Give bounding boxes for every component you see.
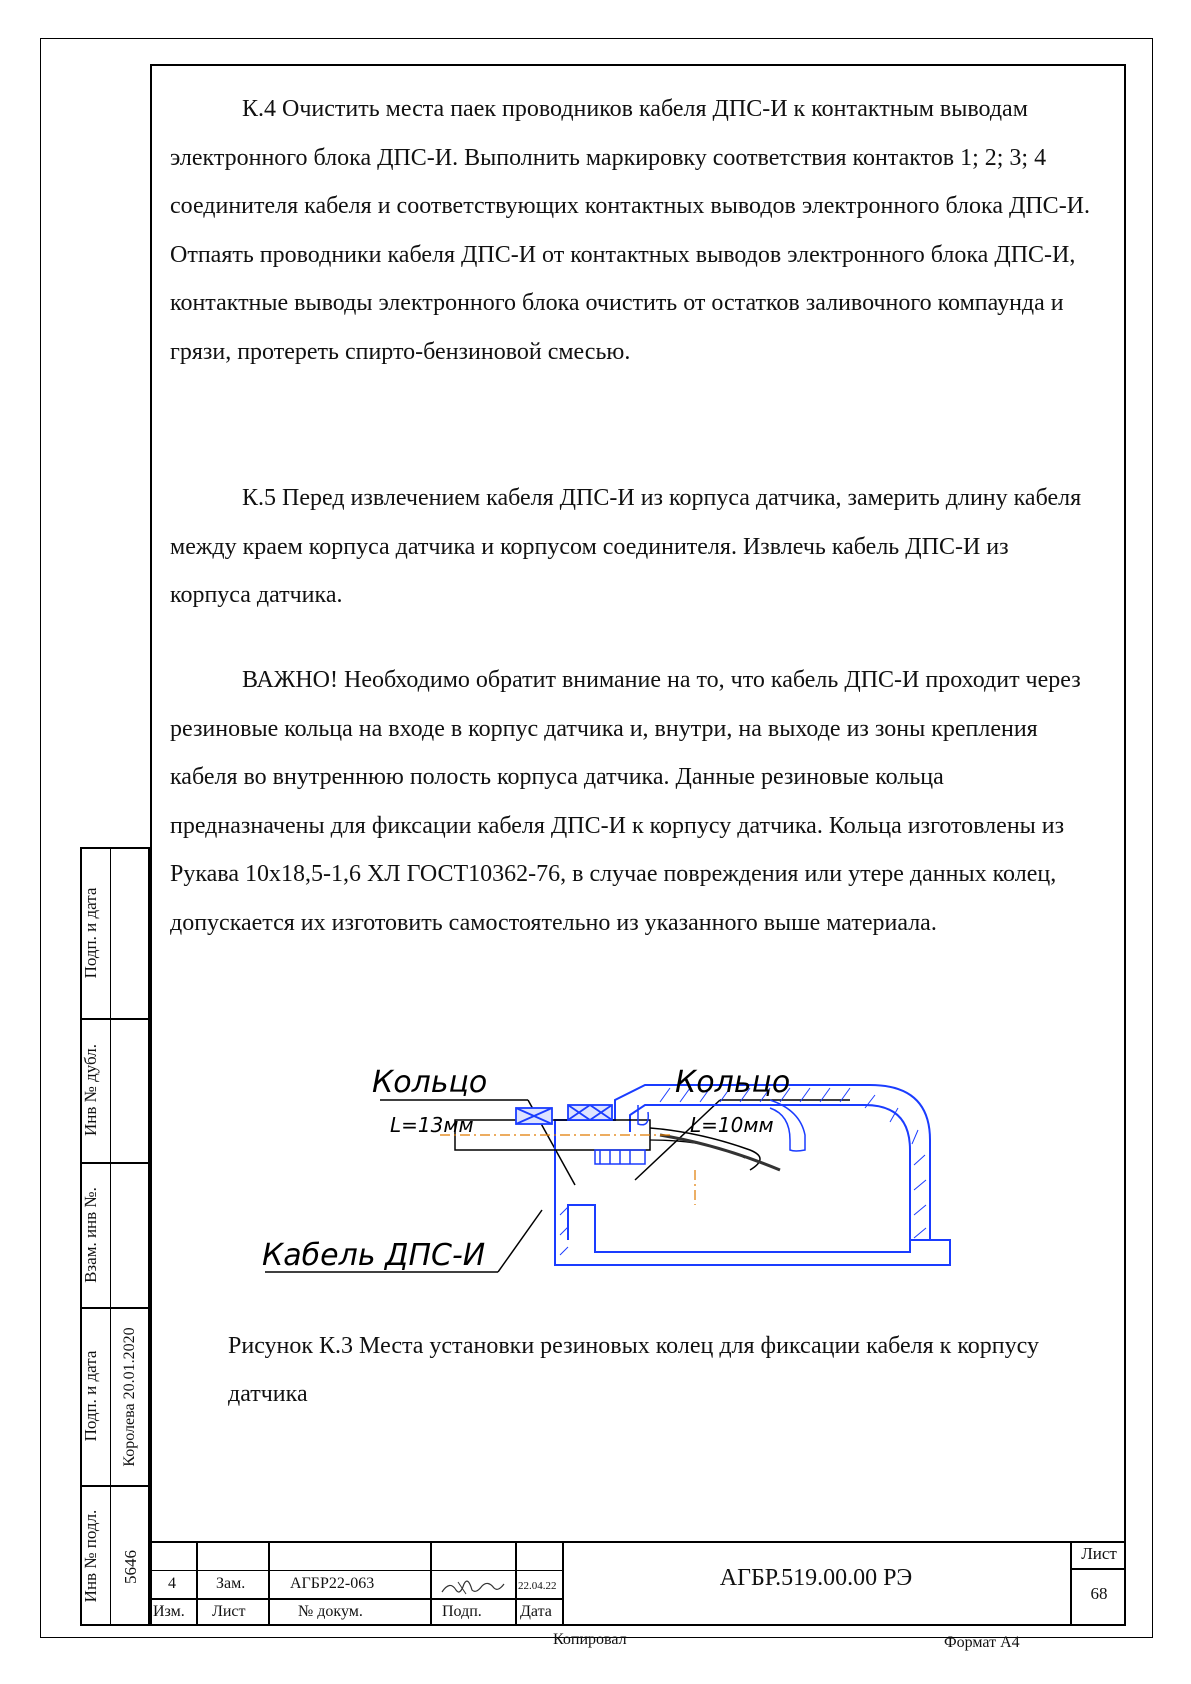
paragraph-k5-text: К.5 Перед извлечением кабеля ДПС-И из корпуса датчика, замерить длину кабеля между краем корпуса датчика и корпусом соединителя. Извлечь кабель ДПС-И из корпуса датчика. xyxy=(170,485,1082,608)
tb-doc-value: АГБР22-063 xyxy=(290,1575,375,1592)
paragraph-k4-text: К.4 Очистить места паек проводников кабеля ДПС-И к контактным выводам электронного блока ДПС-И. Выполнить маркировку соответствия контактов 1; 2; 3; 4 соединителя кабеля и соответствующих контактных выводов электронного блока ДПС-И. Отпаять проводники кабеля ДПС-И от контактных выводов электронного блока ДПС-И, контактные выводы электронного блока очистить от остатков заливочного компаунда и грязи, протереть спирто-бензиновой смесью. xyxy=(170,96,1091,365)
paragraph-important-text: ВАЖНО! Необходимо обратит внимание на то, что кабель ДПС-И проходит через резиновые кольца на входе в корпус датчика и, внутри, на выходе из зоны крепления кабеля во внутреннюю полость корпуса датчика. Данные резиновые кольца предназначены для фиксации кабеля ДПС-И к корпусу датчика. Кольца изготовлены из Рукава 10х18,5-1,6 ХЛ ГОСТ10362-76, в случае повреждения или утере данных колец, допускается их изготовить самостоятельно из указанного выше материала. xyxy=(170,667,1081,936)
paragraph-important xyxy=(170,656,1090,947)
side-label-inv-podl: Инв № подл. xyxy=(81,1509,100,1603)
leader-ring2 xyxy=(635,1100,720,1180)
side-label-vzam-inv: Взам. инв №. xyxy=(81,1187,100,1283)
figure-caption-text: Рисунок К.3 Места установки резиновых колец для фиксации кабеля к корпусу датчика xyxy=(228,1333,1039,1407)
tb-header-podp: Подп. xyxy=(442,1603,482,1620)
tb-sheet-label: Лист xyxy=(1081,1544,1117,1563)
rubber-rings xyxy=(516,1105,612,1124)
tb-header-list: Лист xyxy=(212,1603,246,1620)
footer-copied: Копировал xyxy=(553,1631,627,1648)
tb-v-3 xyxy=(430,1541,432,1626)
tb-h-3 xyxy=(1070,1568,1126,1570)
body-outline xyxy=(555,1085,950,1265)
side-label-podp-data-top: Подп. и дата xyxy=(81,887,100,979)
label-ring1-length: L=13мм xyxy=(390,1113,474,1137)
tb-izm-value: 4 xyxy=(168,1575,176,1592)
tb-h-1 xyxy=(150,1570,562,1571)
tb-sheet-number: 68 xyxy=(1090,1584,1108,1603)
label-ring1: Кольцо xyxy=(372,1065,488,1100)
side-stamp-divider-2 xyxy=(80,1162,150,1164)
tb-v-1 xyxy=(196,1541,198,1626)
tb-v-4 xyxy=(515,1541,517,1626)
footer-format: Формат А4 xyxy=(944,1634,1020,1651)
sensor-body xyxy=(555,1085,950,1265)
sensor-drawing xyxy=(250,1040,970,1325)
tb-header-data: Дата xyxy=(520,1603,552,1620)
side-signer: Королева 20.01.2020 xyxy=(121,1327,138,1467)
tb-header-izm: Изм. xyxy=(153,1603,185,1620)
paragraph-k4 xyxy=(170,85,1090,376)
clip-right xyxy=(770,1100,805,1151)
tb-list-value: Зам. xyxy=(216,1575,246,1592)
leader-cable xyxy=(498,1210,542,1272)
side-stamp-divider-3 xyxy=(80,1307,150,1309)
signature xyxy=(438,1572,508,1600)
side-label-podp-data-bottom: Подп. и дата xyxy=(81,1350,100,1442)
tb-header-doc: № докум. xyxy=(298,1603,363,1620)
tb-date-value: 22.04.22 xyxy=(518,1580,557,1592)
figure-caption xyxy=(228,1322,1088,1418)
paragraph-k5 xyxy=(170,474,1090,620)
side-label-inv-dubl: Инв № дубл. xyxy=(81,1044,100,1137)
tb-designation: АГБР.519.00.00 РЭ xyxy=(719,1565,913,1591)
side-stamp-divider-vertical xyxy=(110,847,111,1626)
side-inv-podl-value: 5646 xyxy=(121,1550,140,1584)
tb-v-2 xyxy=(268,1541,270,1626)
label-cable: Кабель ДПС-И xyxy=(262,1238,486,1273)
ring-2 xyxy=(568,1105,612,1120)
label-ring2-length: L=10мм xyxy=(690,1113,774,1137)
label-ring2: Кольцо xyxy=(675,1065,791,1100)
